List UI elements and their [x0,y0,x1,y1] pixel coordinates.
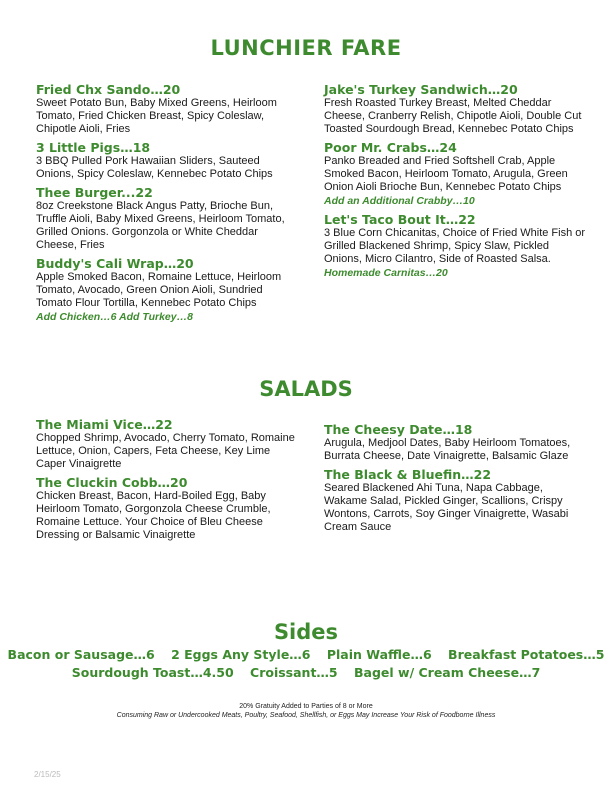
side-item: Plain Waffle…6 [326,647,432,662]
menu-item [324,82,586,136]
menu-item [324,212,586,280]
item-title: 3 Little Pigs…18 [36,140,151,155]
item-description: 3 Blue Corn Chicanitas, Choice of Fried White Fish or Grilled Blackened Shrimp, Spicy Slaw, Pickled Onions, Micro Cilantro, Side of Roasted Salsa. [324,227,586,265]
menu-date: 2/15/25 [34,770,61,779]
side-item: Bagel w/ Cream Cheese…7 [354,665,541,680]
item-description: Chicken Breast, Bacon, Hard-Boiled Egg, Baby Heirloom Tomato, Gorgonzola Cheese Crumble, Romaine Lettuce. Your Choice of Bleu Cheese Dressing or Balsamic Vinaigrette [36,490,271,541]
item-addon: Add an Additional Crabby…10 [324,195,475,207]
consumer-advisory: Consuming Raw or Undercooked Meats, Poultry, Seafood, Shellfish, or Eggs May Increase Your Risk of Foodborne Illness [116,712,496,719]
menu-item [36,475,298,542]
item-description: Chopped Shrimp, Avocado, Cherry Tomato, Romaine Lettuce, Onion, Capers, Feta Cheese, Key Lime Caper Vinaigrette [36,432,295,470]
sides-heading: Sides [273,620,339,644]
menu-item [36,417,298,471]
item-description: Seared Blackened Ahi Tuna, Napa Cabbage, Wakame Salad, Pickled Ginger, Scallions, Crispy Wontons, Carrots, Soy Ginger Vinaigrette, Wasabi Cream Sauce [324,482,569,533]
item-title: Thee Burger...22 [36,185,153,200]
salads-right-column [324,422,586,538]
item-title: The Cheesy Date…18 [324,422,473,437]
lunch-left-column [36,82,298,328]
side-item: Sourdough Toast…4.50 [71,665,234,680]
item-title: Buddy's Cali Wrap…20 [36,256,194,271]
side-item: Croissant…5 [250,665,338,680]
item-description: Panko Breaded and Fried Softshell Crab, Apple Smoked Bacon, Heirloom Tomato, Arugula, Green Onion Aioli Brioche Bun, Kennebec Potato Chips [324,155,568,193]
menu-item [36,256,298,324]
gratuity-note: 20% Gratuity Added to Parties of 8 or More [239,703,373,710]
item-description: Sweet Potato Bun, Baby Mixed Greens, Heirloom Tomato, Fried Chicken Breast, Spicy Coleslaw, Chipotle Aioli, Fries [36,97,277,135]
item-description: Fresh Roasted Turkey Breast, Melted Cheddar Cheese, Cranberry Relish, Chipotle Aioli, Double Cut Toasted Sourdough Bread, Kennebec Potato Chips [324,97,582,135]
menu-item [324,422,586,463]
item-title: The Black & Bluefin…22 [324,467,492,482]
item-addon: Add Chicken…6 Add Turkey…8 [36,311,193,323]
menu-item [36,140,298,181]
lunch-heading: LUNCHIER FARE [210,36,402,60]
sides-row [0,665,612,680]
menu-item [324,140,586,208]
side-item: Bacon or Sausage…6 [7,647,155,662]
side-item: 2 Eggs Any Style…6 [171,647,311,662]
item-title: Let's Taco Bout It…22 [324,212,476,227]
item-description: 8oz Creekstone Black Angus Patty, Brioche Bun, Truffle Aioli, Baby Mixed Greens, Heirloom Tomato, Grilled Onions. Gorgonzola or White Cheddar Cheese, Fries [36,200,285,251]
menu-item [324,467,586,534]
item-title: Poor Mr. Crabs…24 [324,140,457,155]
sides-row [0,647,612,662]
lunch-right-column [324,82,586,284]
salads-left-column [36,417,298,546]
salads-heading: SALADS [259,377,353,401]
menu-item [36,82,298,136]
side-item: Breakfast Potatoes…5 [448,647,605,662]
item-title: Jake's Turkey Sandwich…20 [324,82,518,97]
item-description: Arugula, Medjool Dates, Baby Heirloom Tomatoes, Burrata Cheese, Date Vinaigrette, Balsamic Glaze [324,437,571,462]
menu-item [36,185,298,252]
item-addon: Homemade Carnitas…20 [324,267,448,279]
item-title: The Miami Vice…22 [36,417,173,432]
item-title: The Cluckin Cobb…20 [36,475,188,490]
item-title: Fried Chx Sando…20 [36,82,181,97]
item-description: 3 BBQ Pulled Pork Hawaiian Sliders, Sauteed Onions, Spicy Coleslaw, Kennebec Potato Chips [36,155,273,180]
item-description: Apple Smoked Bacon, Romaine Lettuce, Heirloom Tomato, Avocado, Green Onion Aioli, Sundried Tomato Flour Tortilla, Kennebec Potato Chips [36,271,282,309]
